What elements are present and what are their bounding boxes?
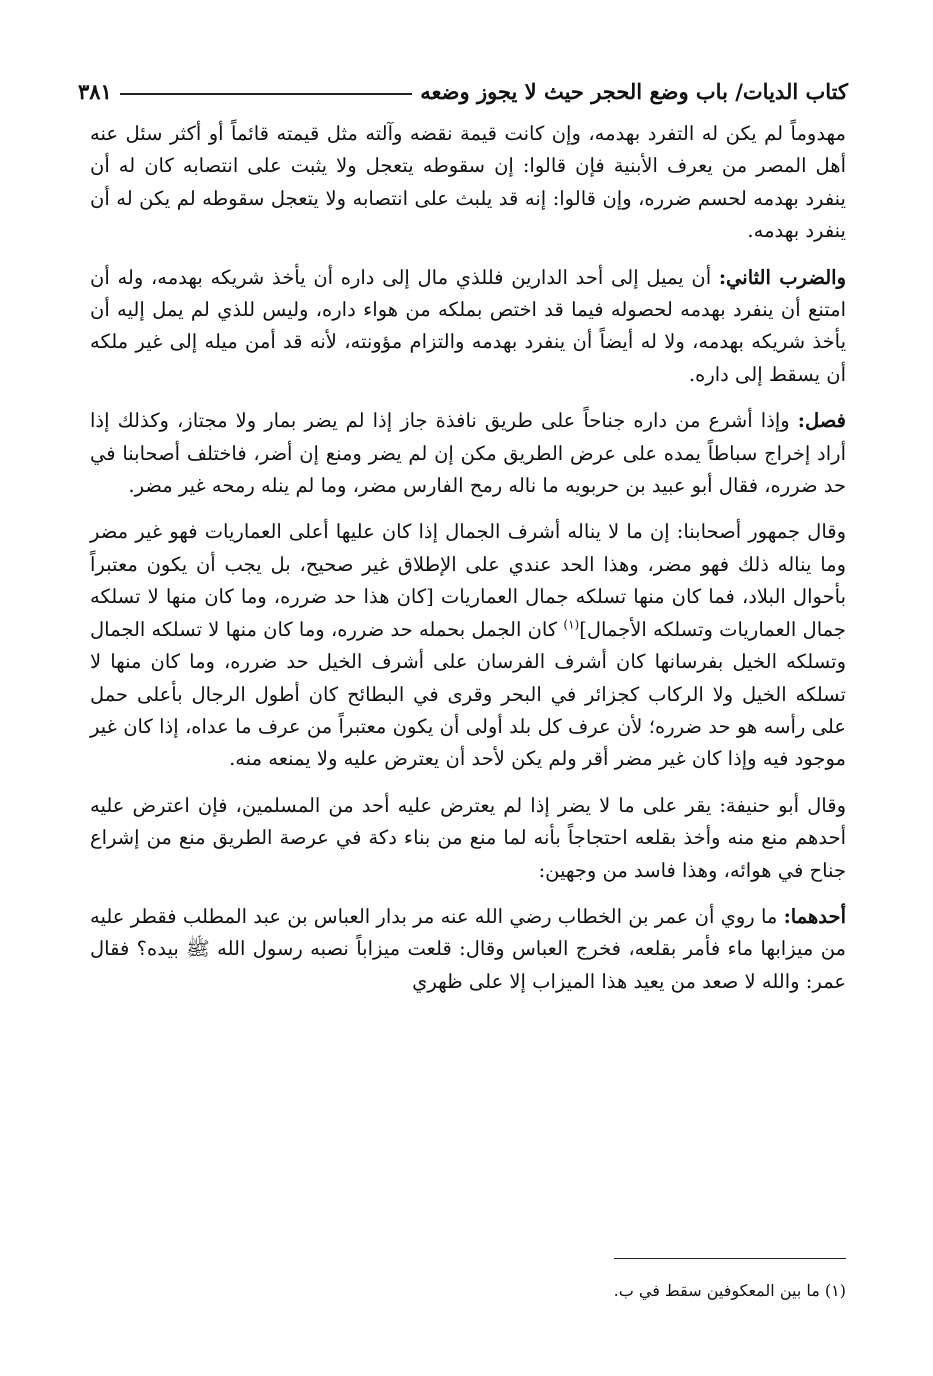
paragraph-text: ما روي أن عمر بن الخطاب رضي الله عنه مر بدار العباس بن عبد المطلب فقطر عليه من ميزابها ماء فأمر بقلعه، فخرج العباس وقال: قلعت ميزاباً نصبه رسول الله ﷺ بيده؟ فقال عمر: والله لا صعد من يعيد هذا الميزاب إلا على ظهري xyxy=(90,904,846,993)
paragraph-lead: والضرب الثاني: xyxy=(718,265,847,289)
paragraph xyxy=(90,405,846,502)
paragraph xyxy=(90,118,846,248)
footnote-rule xyxy=(614,1258,846,1259)
footnote: (١) ما بين المعكوفين سقط في ب. xyxy=(613,1281,846,1300)
paragraph-text: كان الجمل بحمله حد ضرره، وما كان منها لا تسلكه الجمال وتسلكه الخيل بفرسانها كان أشرف الفرسان على أشرف الخيل حد ضرره، وما كان منها لا تسلكه الخيل ولا الركاب كجزائر في البحر وقرى في البطائح كان أطول الرجال بأعلى حمل على رأسه هو حد ضرره؛ لأن عرف كل بلد أولى أن يكون معتبراً من عرف ما عداه، إذا كان غير موجود فيه وإذا كان غير مضر أقر ولم يكن لأحد أن يعترض عليه ولا يمنعه منه. xyxy=(90,617,846,771)
header-rule xyxy=(120,93,412,95)
paragraph-text: وقال جمهور أصحابنا: إن ما لا يناله أشرف الجمال إذا كان عليها أعلى العماريات فهو غير مضر وما يناله ذلك فهو مضر، وهذا الحد عندي على الإطلاق غير صحيح، بل يجب أن يكون معتبراً بأحوال البلاد، فما كان منها تسلكه جمال العماريات [كان هذا حد ضرره، وما كان منها لا تسلكه جمال العماريات وتسلكه الأجمال] xyxy=(90,520,846,641)
paragraph-text: وإذا أشرع من داره جناحاً على طريق نافذة جاز إذا لم يضر بمار ولا مجتاز، وكذلك إذا أراد إخراج سباطاً يمده على عرض الطريق مكن إن لم يضر ومنع إن أضر، فاختلف أصحابنا في حد ضرره، فقال أبو عبيد بن حربويه ما ناله رمح الفارس مضر، وما لم ينله رمحه غير مضر. xyxy=(90,409,846,498)
paragraph xyxy=(90,262,846,392)
paragraph-lead: أحدهما: xyxy=(783,904,846,928)
paragraph xyxy=(90,901,846,998)
footnote-reference: (١) xyxy=(563,617,580,632)
paragraph-lead: فصل: xyxy=(797,409,846,433)
running-header xyxy=(78,74,848,108)
paragraph xyxy=(90,790,846,887)
paragraph-text: مهدوماً لم يكن له التفرد بهدمه، وإن كانت قيمة نقضه وآلته مثل قيمته قائماً أو أكثر سئل عنه أهل المصر من يعرف الأبنية فإن قالوا: إن سقوطه يتعجل ولا يثبت على انتصابه كان له أن ينفرد بهدمه لحسم ضرره، وإن قالوا: إنه قد يلبث على انتصابه ولا يتعجل سقوطه لم يكن له أن ينفرد بهدمه. xyxy=(90,122,846,243)
running-title: كتاب الديات/ باب وضع الحجر حيث لا يجوز وضعه xyxy=(420,78,848,104)
page-number: ٣٨١ xyxy=(78,78,112,104)
body-text xyxy=(90,118,846,1012)
paragraph-text: وقال أبو حنيفة: يقر على ما لا يضر إذا لم يعترض عليه أحد من المسلمين، فإن اعترض عليه أحدهم منع منه وأخذ بقلعه احتجاجاً بأنه لما منع من بناء دكة في عرصة الطريق منع من إشراع جناح في هوائه، وهذا فاسد من وجهين: xyxy=(90,793,846,882)
paragraph-text: أن يميل إلى أحد الدارين فللذي مال إلى داره أن يأخذ شريكه بهدمه، وله أن امتنع أن ينفرد بهدمه لحصوله فيما قد اختص بملكه من هواء داره، وليس للذي لم يمل إليه أن يأخذ شريكه بهدمه، ولا له أيضاً أن ينفرد بهدمه والتزام مؤونته، لأنه قد أمن ميله إلى غير ملكه أن يسقط إلى داره. xyxy=(90,265,846,386)
paragraph xyxy=(90,516,846,775)
